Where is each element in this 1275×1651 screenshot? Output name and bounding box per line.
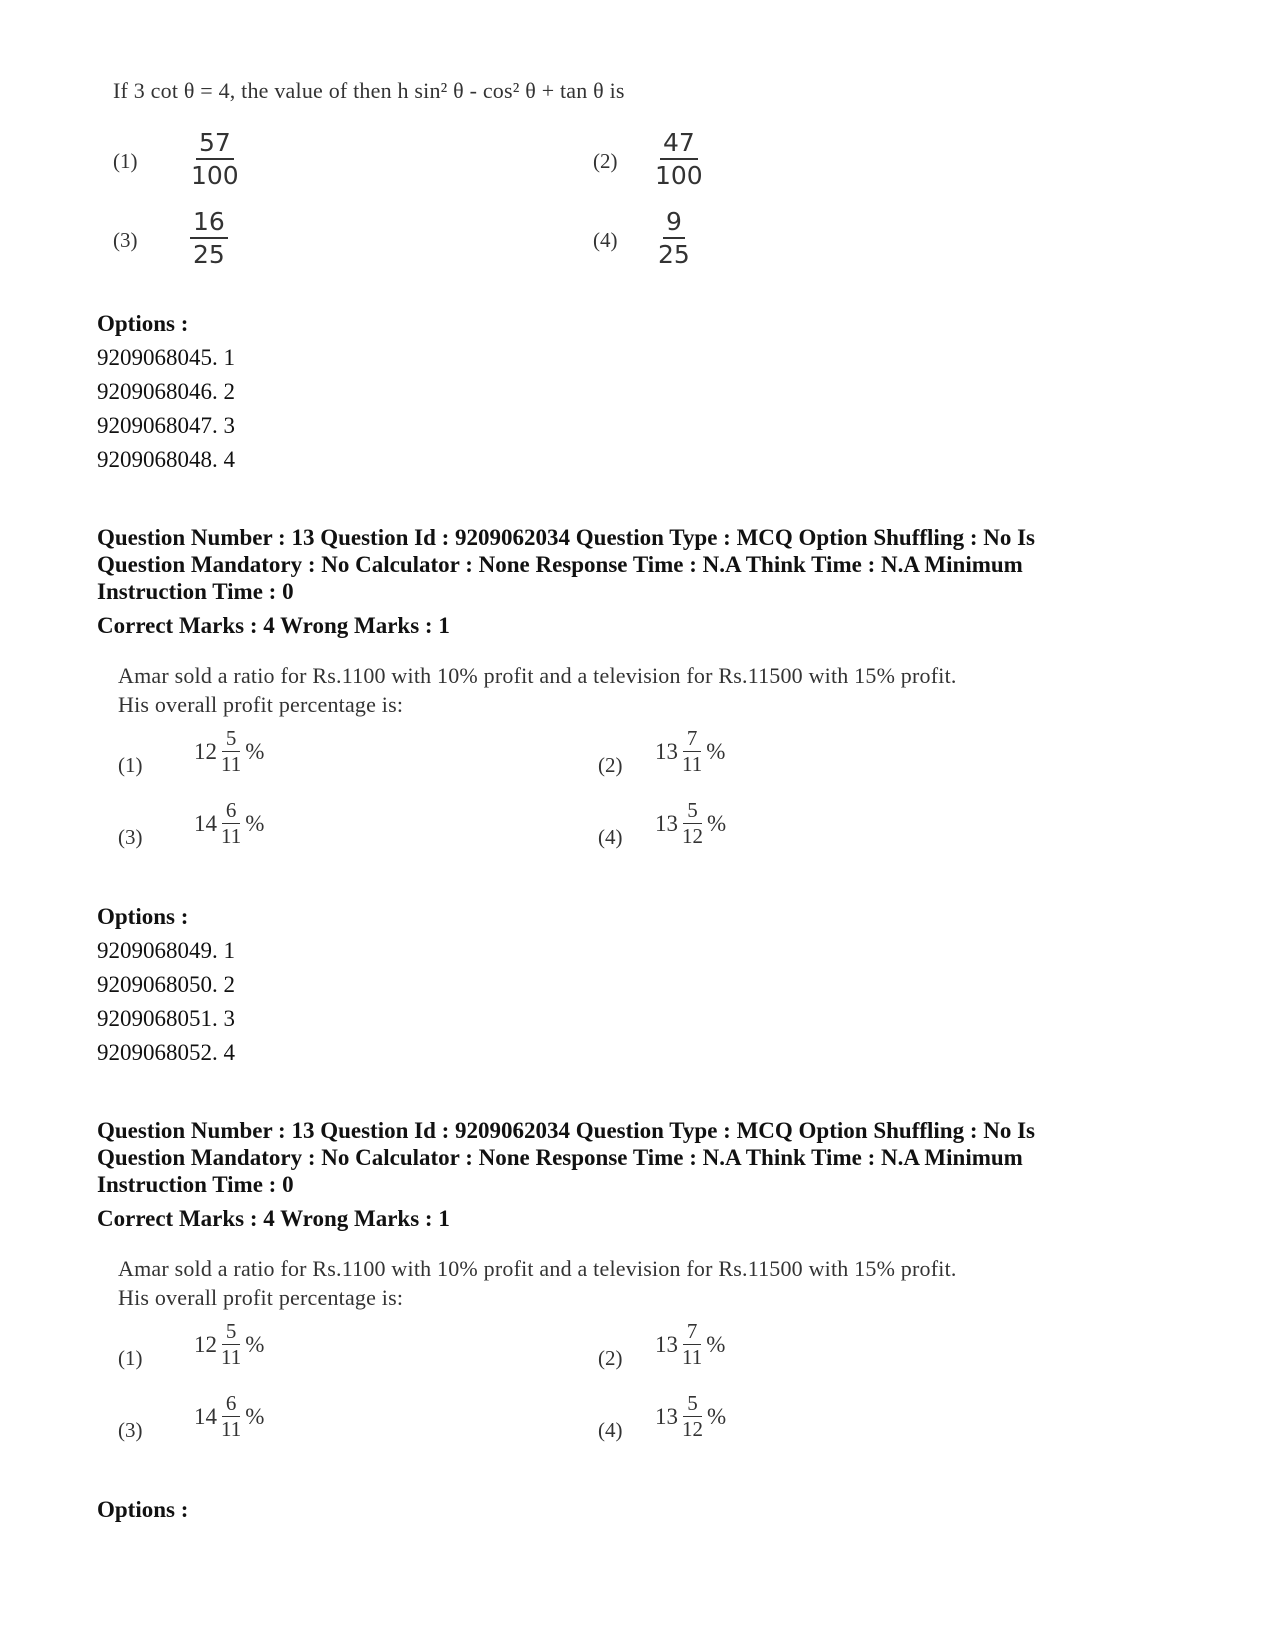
q13b-choice-2-label: (2) <box>598 1346 623 1370</box>
q12-choice-4-numerator: 9 <box>663 209 685 239</box>
q13a-choice-3-label: (3) <box>118 825 143 849</box>
q13b-choice-2-percent: % <box>706 1331 726 1357</box>
q13b-choice-3-value <box>194 1393 264 1440</box>
q13a-choice-2-percent: % <box>706 738 726 764</box>
q13b-text-line-2: His overall profit percentage is: <box>118 1285 404 1310</box>
q13a-option-4: 9209068052. 4 <box>97 1040 235 1065</box>
q13b-choice-3-numerator: 6 <box>222 1393 241 1417</box>
q12-choice-1-denominator: 100 <box>191 161 239 190</box>
q12-choice-3-denominator: 25 <box>193 240 225 269</box>
q12-choice-2-label: (2) <box>593 149 618 173</box>
q13a-choice-4-value <box>655 800 726 847</box>
q13a-choice-1-value <box>194 728 264 775</box>
q13a-choice-4-percent: % <box>707 810 727 836</box>
q13a-option-1: 9209068049. 1 <box>97 938 235 963</box>
q12-choice-3-numerator: 16 <box>190 209 228 239</box>
q13b-choice-4-numerator: 5 <box>683 1393 702 1417</box>
q13a-choice-3-numerator: 6 <box>222 800 241 824</box>
q13a-choice-1-denominator: 11 <box>221 752 242 776</box>
q13b-choice-4-value <box>655 1393 726 1440</box>
q13b-choice-1-whole: 12 <box>194 1331 217 1357</box>
q12-choice-4-label: (4) <box>593 228 618 252</box>
q13b-text-line-1: Amar sold a ratio for Rs.1100 with 10% profit and a television for Rs.11500 with 15% profit. <box>118 1256 957 1281</box>
q13a-choice-4-whole: 13 <box>655 810 678 836</box>
q12-choice-1-numerator: 57 <box>196 130 234 160</box>
q13a-choice-2-numerator: 7 <box>683 728 702 752</box>
q13b-choice-1-numerator: 5 <box>222 1321 241 1345</box>
q13a-choice-2-value <box>655 728 725 775</box>
q13b-choice-2-value <box>655 1321 725 1368</box>
q13b-choice-4-whole: 13 <box>655 1403 678 1429</box>
q13b-choice-3-percent: % <box>245 1403 265 1429</box>
q13b-choice-1-denominator: 11 <box>221 1345 242 1369</box>
q13a-choice-1-percent: % <box>245 738 265 764</box>
q13a-marks: Correct Marks : 4 Wrong Marks : 1 <box>97 613 450 638</box>
q12-choice-4-fraction <box>655 209 693 267</box>
q13a-choice-1-numerator: 5 <box>222 728 241 752</box>
q13b-marks: Correct Marks : 4 Wrong Marks : 1 <box>97 1206 450 1231</box>
q12-choice-4-denominator: 25 <box>658 240 690 269</box>
q13a-choice-2-label: (2) <box>598 753 623 777</box>
q13a-choice-1-label: (1) <box>118 753 143 777</box>
q13a-choice-4-denominator: 12 <box>682 824 703 848</box>
q13a-choice-4-numerator: 5 <box>683 800 702 824</box>
q12-choice-1-label: (1) <box>113 149 138 173</box>
q13b-choice-3-label: (3) <box>118 1418 143 1442</box>
q12-choice-3-label: (3) <box>113 228 138 252</box>
q12-choice-1-fraction <box>188 130 242 188</box>
q12-options-heading: Options : <box>97 311 189 336</box>
q13b-choice-1-value <box>194 1321 264 1368</box>
q13b-choice-4-label: (4) <box>598 1418 623 1442</box>
q13a-options-heading: Options : <box>97 904 189 929</box>
q12-choice-2-denominator: 100 <box>655 161 703 190</box>
q13a-choice-3-whole: 14 <box>194 810 217 836</box>
q13a-choice-1-whole: 12 <box>194 738 217 764</box>
q12-option-4: 9209068048. 4 <box>97 447 235 472</box>
q13b-choice-1-label: (1) <box>118 1346 143 1370</box>
q13b-choice-4-denominator: 12 <box>682 1417 703 1441</box>
q12-option-1: 9209068045. 1 <box>97 345 235 370</box>
q13b-choice-1-percent: % <box>245 1331 265 1357</box>
q13a-text-line-2: His overall profit percentage is: <box>118 692 404 717</box>
q13b-options-heading: Options : <box>97 1497 189 1522</box>
q13b-choice-4-percent: % <box>707 1403 727 1429</box>
q13b-choice-3-whole: 14 <box>194 1403 217 1429</box>
q13b-choice-2-numerator: 7 <box>683 1321 702 1345</box>
q12-choice-3-fraction <box>190 209 228 267</box>
q13a-choice-3-percent: % <box>245 810 265 836</box>
q12-option-2: 9209068046. 2 <box>97 379 235 404</box>
q12-option-3: 9209068047. 3 <box>97 413 235 438</box>
q13a-choice-4-label: (4) <box>598 825 623 849</box>
question-12-text: If 3 cot θ = 4, the value of then h sin² θ - cos² θ + tan θ is <box>113 78 625 103</box>
q13a-choice-3-denominator: 11 <box>221 824 242 848</box>
q13a-meta: Question Number : 13 Question Id : 9209062034 Question Type : MCQ Option Shuffling : No Is Question Mandatory : No Calculator : None Response Time : N.A Think Time : N.A Minimum Instruction Time : 0 <box>97 525 1036 604</box>
q13a-choice-2-whole: 13 <box>655 738 678 764</box>
q12-choice-2-fraction <box>652 130 706 188</box>
q13b-meta: Question Number : 13 Question Id : 9209062034 Question Type : MCQ Option Shuffling : No Is Question Mandatory : No Calculator : None Response Time : N.A Think Time : N.A Minimum Instruction Time : 0 <box>97 1118 1036 1197</box>
q13b-choice-3-denominator: 11 <box>221 1417 242 1441</box>
q13a-option-2: 9209068050. 2 <box>97 972 235 997</box>
q13a-choice-3-value <box>194 800 264 847</box>
q13b-choice-2-denominator: 11 <box>682 1345 703 1369</box>
q13a-option-3: 9209068051. 3 <box>97 1006 235 1031</box>
q13a-choice-2-denominator: 11 <box>682 752 703 776</box>
q13a-text-line-1: Amar sold a ratio for Rs.1100 with 10% profit and a television for Rs.11500 with 15% profit. <box>118 663 957 688</box>
q13b-choice-2-whole: 13 <box>655 1331 678 1357</box>
q12-choice-2-numerator: 47 <box>660 130 698 160</box>
